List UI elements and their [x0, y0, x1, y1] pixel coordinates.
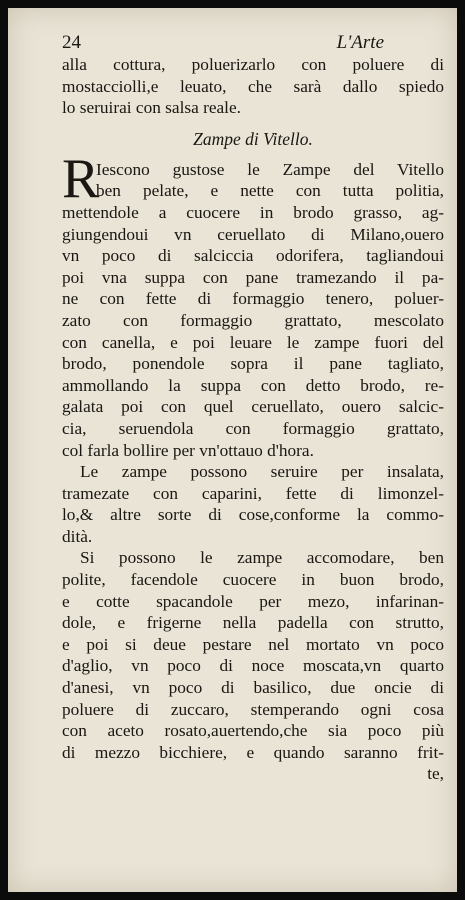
- paragraph-3: [62, 547, 444, 763]
- text-line: poluere di zuccaro, stemperando ogni cosa: [62, 699, 444, 719]
- intro-paragraph: [62, 54, 444, 119]
- text-line: poi vna suppa con pane tramezando il pa-: [62, 267, 444, 287]
- text-line: ne con fette di formaggio tenero, poluer-: [62, 289, 444, 309]
- text-line: giungendoui vn ceruellato di Milano,ouero: [62, 224, 444, 244]
- text-line: ben pelate, e nette con tutta politia,: [96, 181, 444, 201]
- page-number: 24: [62, 32, 81, 53]
- text-line: Si possono le zampe accomodare, ben: [80, 548, 444, 568]
- text-line: Iescono gustose le Zampe del Vitello: [96, 159, 444, 179]
- text-line: con canella, e poi leuare le zampe fuori del: [62, 332, 444, 352]
- text-line: dole, e frigerne nella padella con strutto,: [62, 613, 444, 633]
- text-line: mostacciolli,e leuato, che sarà dallo spiedo: [62, 76, 444, 96]
- text-line: galata poi con quel ceruellato, ouero salcic-: [62, 397, 444, 417]
- text-line: e cotte spacandole per mezo, infarinan-: [62, 591, 444, 611]
- text-line: d'anesi, vn poco di basilico, due oncie di: [62, 678, 444, 698]
- text-line: vn poco di salciccia odorifera, tagliandoui: [62, 246, 444, 266]
- text-line: mettendole a cuocere in brodo grasso, ag-: [62, 202, 444, 222]
- catchword: te,: [427, 764, 444, 784]
- text-line: e poi si deue pestare nel mortato vn poco: [62, 634, 444, 654]
- drop-cap: R: [62, 147, 100, 210]
- text-line: ammollando la suppa con detto brodo, re-: [62, 375, 444, 395]
- text-line: col farla bollire per vn'ottauo d'hora.: [62, 440, 314, 460]
- page-header: [62, 32, 444, 54]
- text-line: zato con formaggio grattato, mescolato: [62, 310, 444, 330]
- book-page: [8, 8, 457, 892]
- paragraph-2: [62, 461, 444, 547]
- text-line: d'aglio, vn poco di noce moscata,vn quarto: [62, 656, 444, 676]
- text-line: brodo, ponendole sopra il pane tagliato,: [62, 354, 444, 374]
- text-line: polite, facendole cuocere in buon brodo,: [62, 570, 444, 590]
- text-line: di mezzo bicchiere, e quando saranno frit-: [62, 742, 444, 762]
- text-line: alla cottura, poluerizarlo con poluere di: [62, 55, 444, 74]
- text-line: tramezate con caparini, fette di limonzel-: [62, 483, 444, 503]
- text-line: dità.: [62, 526, 93, 546]
- text-line: lo,& altre sorte di cose,conforme la commo-: [62, 505, 444, 525]
- text-line: lo seruirai con salsa reale.: [62, 98, 241, 118]
- section-title: Zampe di Vitello.: [193, 128, 313, 149]
- text-line: cia, seruendola con formaggio grattato,: [62, 418, 444, 438]
- paragraph-opening: [62, 147, 444, 210]
- paragraph-1: [62, 147, 444, 461]
- running-title: L'Arte: [336, 32, 384, 53]
- text-line: Le zampe possono seruire per insalata,: [80, 462, 444, 482]
- text-line: con aceto rosato,auertendo,che sia poco più: [62, 721, 444, 741]
- page-text: [62, 32, 444, 785]
